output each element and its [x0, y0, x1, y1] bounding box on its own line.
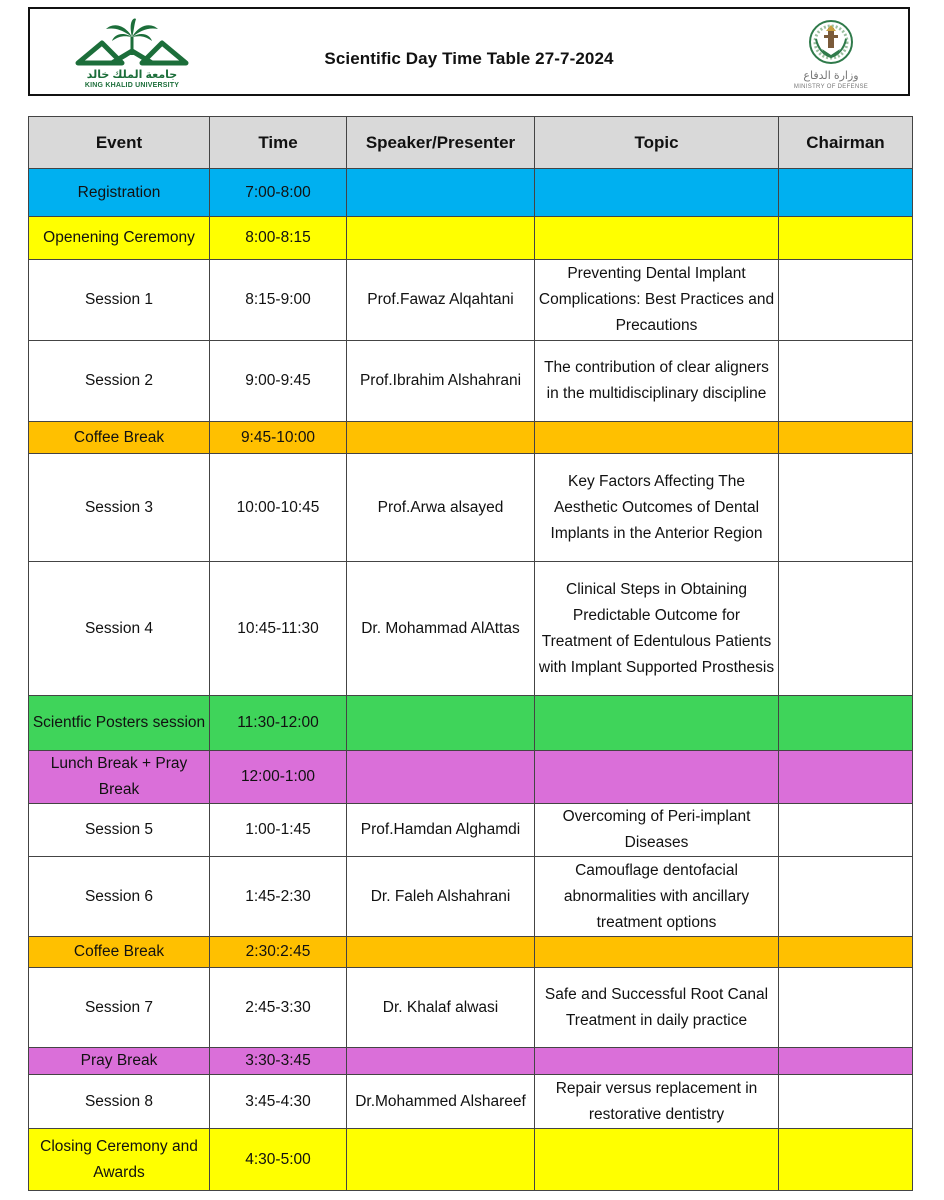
- speaker-cell: [347, 217, 535, 260]
- topic-cell: [535, 1129, 779, 1191]
- emblem-seal-icon: [786, 19, 876, 69]
- speaker-cell: Dr. Khalaf alwasi: [347, 968, 535, 1048]
- topic-cell: Preventing Dental Implant Complications: Best Practices and Precautions: [535, 260, 779, 341]
- event-cell: Session 7: [29, 968, 210, 1048]
- table-row: [29, 857, 913, 937]
- ministry-name-english: MINISTRY OF DEFENSE: [793, 84, 869, 90]
- time-cell: 3:30-3:45: [210, 1048, 347, 1075]
- chairman-cell: [779, 341, 913, 422]
- topic-cell: Key Factors Affecting The Aesthetic Outcomes of Dental Implants in the Anterior Region: [535, 454, 779, 562]
- chairman-cell: [779, 1075, 913, 1129]
- time-cell: 10:45-11:30: [210, 562, 347, 696]
- column-header-chairman: Chairman: [779, 117, 913, 169]
- speaker-cell: [347, 937, 535, 968]
- table-row: [29, 260, 913, 341]
- table-row: [29, 169, 913, 217]
- topic-cell: [535, 169, 779, 217]
- time-cell: 2:30:2:45: [210, 937, 347, 968]
- event-cell: Openening Ceremony: [29, 217, 210, 260]
- table-row: [29, 1048, 913, 1075]
- event-cell: Session 2: [29, 341, 210, 422]
- table-row: [29, 968, 913, 1048]
- topic-cell: [535, 937, 779, 968]
- table-row: [29, 422, 913, 454]
- speaker-cell: [347, 1129, 535, 1191]
- table-row: [29, 1129, 913, 1191]
- topic-cell: Overcoming of Peri-implant Diseases: [535, 804, 779, 857]
- time-cell: 10:00-10:45: [210, 454, 347, 562]
- table-row: [29, 804, 913, 857]
- chairman-cell: [779, 260, 913, 341]
- chairman-cell: [779, 454, 913, 562]
- event-cell: Coffee Break: [29, 422, 210, 454]
- speaker-cell: [347, 696, 535, 751]
- chairman-cell: [779, 422, 913, 454]
- time-cell: 4:30-5:00: [210, 1129, 347, 1191]
- event-cell: Session 1: [29, 260, 210, 341]
- table-row: [29, 562, 913, 696]
- speaker-cell: [347, 422, 535, 454]
- topic-cell: The contribution of clear aligners in the multidisciplinary discipline: [535, 341, 779, 422]
- speaker-cell: Prof.Fawaz Alqahtani: [347, 260, 535, 341]
- time-cell: 7:00-8:00: [210, 169, 347, 217]
- speaker-cell: Dr. Mohammad AlAttas: [347, 562, 535, 696]
- chairman-cell: [779, 1048, 913, 1075]
- speaker-cell: [347, 751, 535, 804]
- column-header-topic: Topic: [535, 117, 779, 169]
- table-row: [29, 696, 913, 751]
- time-cell: 12:00-1:00: [210, 751, 347, 804]
- chairman-cell: [779, 169, 913, 217]
- chairman-cell: [779, 217, 913, 260]
- speaker-cell: Prof.Hamdan Alghamdi: [347, 804, 535, 857]
- event-cell: Scientfic Posters session: [29, 696, 210, 751]
- speaker-cell: Prof.Ibrahim Alshahrani: [347, 341, 535, 422]
- schedule-table: [28, 116, 913, 1191]
- event-cell: Registration: [29, 169, 210, 217]
- time-cell: 8:15-9:00: [210, 260, 347, 341]
- time-cell: 11:30-12:00: [210, 696, 347, 751]
- chairman-cell: [779, 696, 913, 751]
- speaker-cell: [347, 169, 535, 217]
- event-cell: Session 8: [29, 1075, 210, 1129]
- topic-cell: [535, 422, 779, 454]
- topic-cell: [535, 696, 779, 751]
- document-header: [28, 7, 910, 96]
- time-cell: 9:45-10:00: [210, 422, 347, 454]
- event-cell: Lunch Break + Pray Break: [29, 751, 210, 804]
- page-title: Scientific Day Time Table 27-7-2024: [324, 49, 614, 68]
- chairman-cell: [779, 968, 913, 1048]
- time-cell: 9:00-9:45: [210, 341, 347, 422]
- table-row: [29, 217, 913, 260]
- speaker-cell: [347, 1048, 535, 1075]
- university-name-english: KING KHALID UNIVERSITY: [84, 82, 180, 89]
- table-row: [29, 937, 913, 968]
- event-cell: Session 4: [29, 562, 210, 696]
- column-header-time: Time: [210, 117, 347, 169]
- column-header-speaker: Speaker/Presenter: [347, 117, 535, 169]
- topic-cell: Safe and Successful Root Canal Treatment in daily practice: [535, 968, 779, 1048]
- university-name-arabic: جامعة الملك خالد: [86, 69, 178, 81]
- time-cell: 1:00-1:45: [210, 804, 347, 857]
- speaker-cell: Dr.Mohammed Alshareef: [347, 1075, 535, 1129]
- topic-cell: [535, 751, 779, 804]
- chairman-cell: [779, 562, 913, 696]
- time-cell: 3:45-4:30: [210, 1075, 347, 1129]
- event-cell: Session 5: [29, 804, 210, 857]
- topic-cell: Repair versus replacement in restorative dentistry: [535, 1075, 779, 1129]
- event-cell: Closing Ceremony and Awards: [29, 1129, 210, 1191]
- ministry-of-defense-logo: [786, 19, 876, 94]
- ministry-name-arabic: وزارة الدفاع: [803, 70, 859, 82]
- topic-cell: [535, 217, 779, 260]
- chairman-cell: [779, 751, 913, 804]
- chairman-cell: [779, 937, 913, 968]
- table-row: [29, 454, 913, 562]
- topic-cell: Camouflage dentofacial abnormalities with ancillary treatment options: [535, 857, 779, 937]
- chairman-cell: [779, 857, 913, 937]
- event-cell: Session 3: [29, 454, 210, 562]
- table-row: [29, 341, 913, 422]
- column-header-event: Event: [29, 117, 210, 169]
- time-cell: 8:00-8:15: [210, 217, 347, 260]
- event-cell: Pray Break: [29, 1048, 210, 1075]
- event-cell: Session 6: [29, 857, 210, 937]
- table-row: [29, 1075, 913, 1129]
- chairman-cell: [779, 804, 913, 857]
- time-cell: 1:45-2:30: [210, 857, 347, 937]
- topic-cell: Clinical Steps in Obtaining Predictable Outcome for Treatment of Edentulous Patients with Implant Supported Prosthesis: [535, 562, 779, 696]
- chairman-cell: [779, 1129, 913, 1191]
- table-row: [29, 751, 913, 804]
- topic-cell: [535, 1048, 779, 1075]
- event-cell: Coffee Break: [29, 937, 210, 968]
- time-cell: 2:45-3:30: [210, 968, 347, 1048]
- table-header-row: [29, 117, 913, 169]
- speaker-cell: Dr. Faleh Alshahrani: [347, 857, 535, 937]
- speaker-cell: Prof.Arwa alsayed: [347, 454, 535, 562]
